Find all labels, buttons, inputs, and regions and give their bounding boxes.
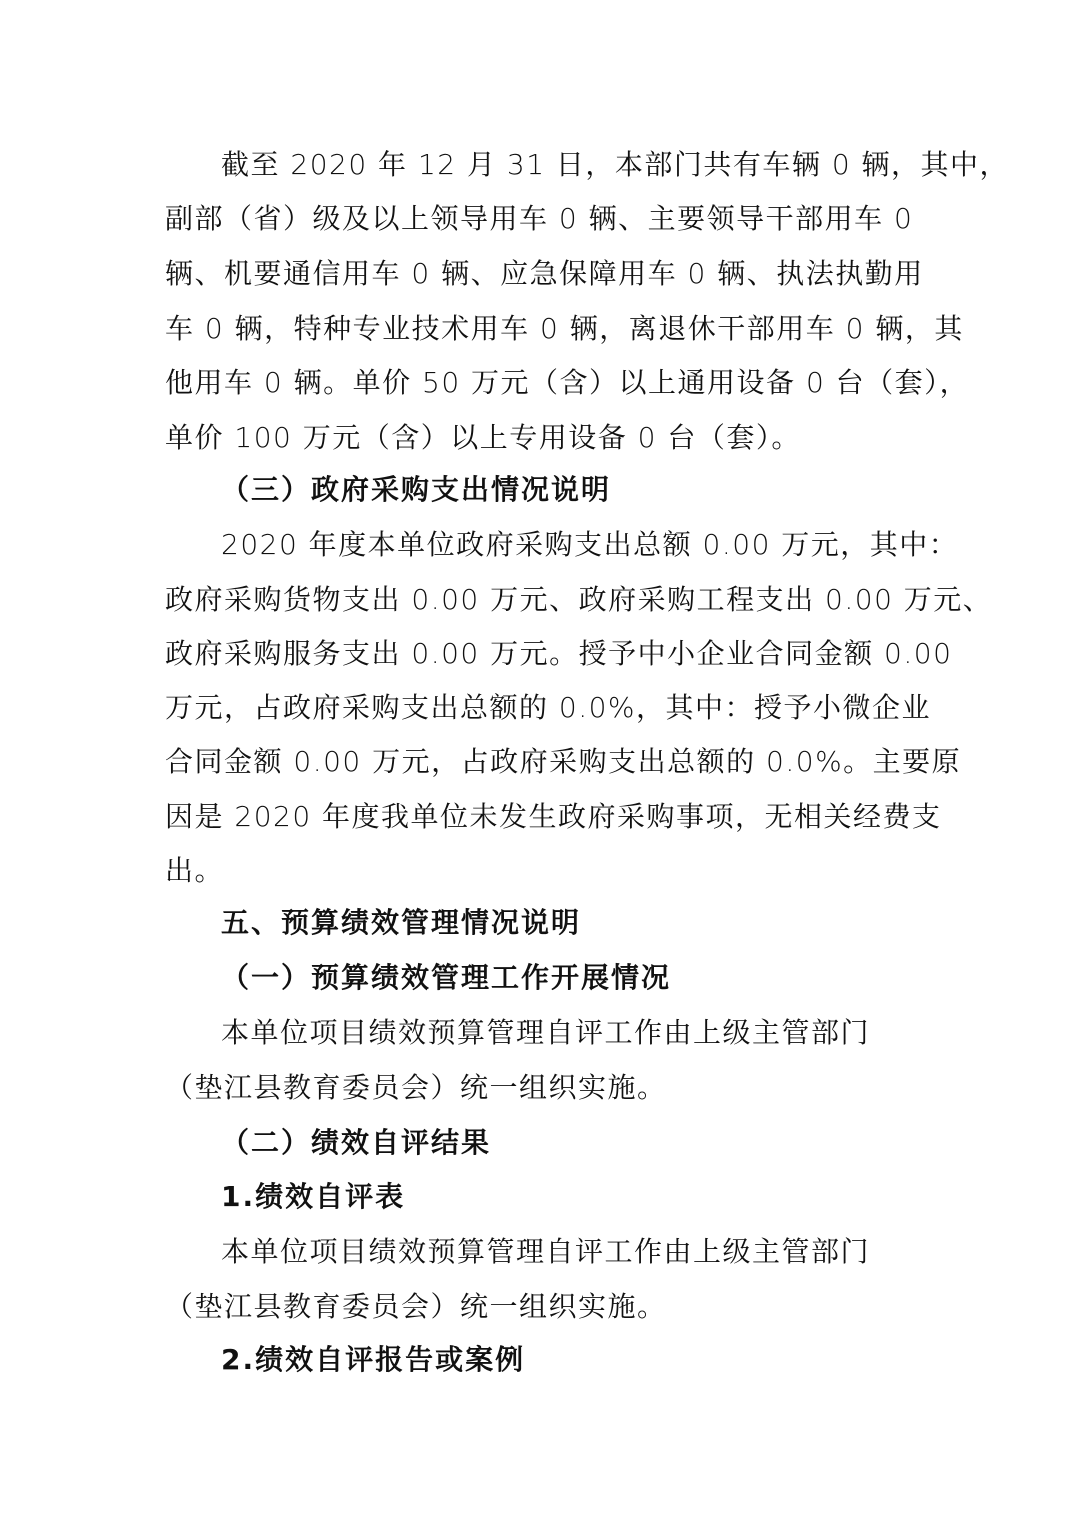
vehicles-paragraph-line: 截至 2020 年 12 月 31 日，本部门共有车辆 0 辆，其中， bbox=[221, 148, 1010, 181]
item-heading: 2.绩效自评报告或案例 bbox=[221, 1343, 526, 1376]
vehicles-paragraph-line: 他用车 0 辆。单价 50 万元（含）以上通用设备 0 台（套）， bbox=[165, 366, 970, 399]
vehicles-paragraph-line: 辆、机要通信用车 0 辆、应急保障用车 0 辆、执法执勤用 bbox=[165, 257, 924, 290]
procurement-paragraph-line: 合同金额 0.00 万元，占政府采购支出总额的 0.0%。主要原 bbox=[165, 745, 962, 778]
procurement-paragraph-line: 出。 bbox=[165, 854, 225, 887]
procurement-heading: （三）政府采购支出情况说明 bbox=[221, 473, 612, 506]
item-paragraph-line: （垫江县教育委员会）统一组织实施。 bbox=[165, 1290, 667, 1323]
item-heading: 1.绩效自评表 bbox=[221, 1180, 406, 1213]
subsection-paragraph-line: （垫江县教育委员会）统一组织实施。 bbox=[165, 1071, 667, 1104]
procurement-paragraph-line: 万元，占政府采购支出总额的 0.0%，其中：授予小微企业 bbox=[165, 691, 932, 724]
subsection-paragraph-line: 本单位项目绩效预算管理自评工作由上级主管部门 bbox=[221, 1016, 871, 1049]
vehicles-paragraph-line: 车 0 辆，特种专业技术用车 0 辆，离退休干部用车 0 辆，其 bbox=[165, 312, 964, 345]
procurement-paragraph-line: 2020 年度本单位政府采购支出总额 0.00 万元，其中： bbox=[221, 528, 959, 561]
procurement-paragraph-line: 因是 2020 年度我单位未发生政府采购事项，无相关经费支 bbox=[165, 800, 942, 833]
vehicles-paragraph-line: 副部（省）级及以上领导用车 0 辆、主要领导干部用车 0 bbox=[165, 202, 914, 235]
procurement-paragraph-line: 政府采购服务支出 0.00 万元。授予中小企业合同金额 0.00 bbox=[165, 637, 953, 670]
subsection-heading: （一）预算绩效管理工作开展情况 bbox=[221, 961, 672, 994]
procurement-paragraph-line: 政府采购货物支出 0.00 万元、政府采购工程支出 0.00 万元、 bbox=[165, 583, 993, 616]
item-paragraph-line: 本单位项目绩效预算管理自评工作由上级主管部门 bbox=[221, 1235, 871, 1268]
vehicles-paragraph-line: 单价 100 万元（含）以上专用设备 0 台（套）。 bbox=[165, 421, 801, 454]
section-heading: 五、预算绩效管理情况说明 bbox=[221, 906, 582, 939]
subsection-heading: （二）绩效自评结果 bbox=[221, 1126, 492, 1159]
